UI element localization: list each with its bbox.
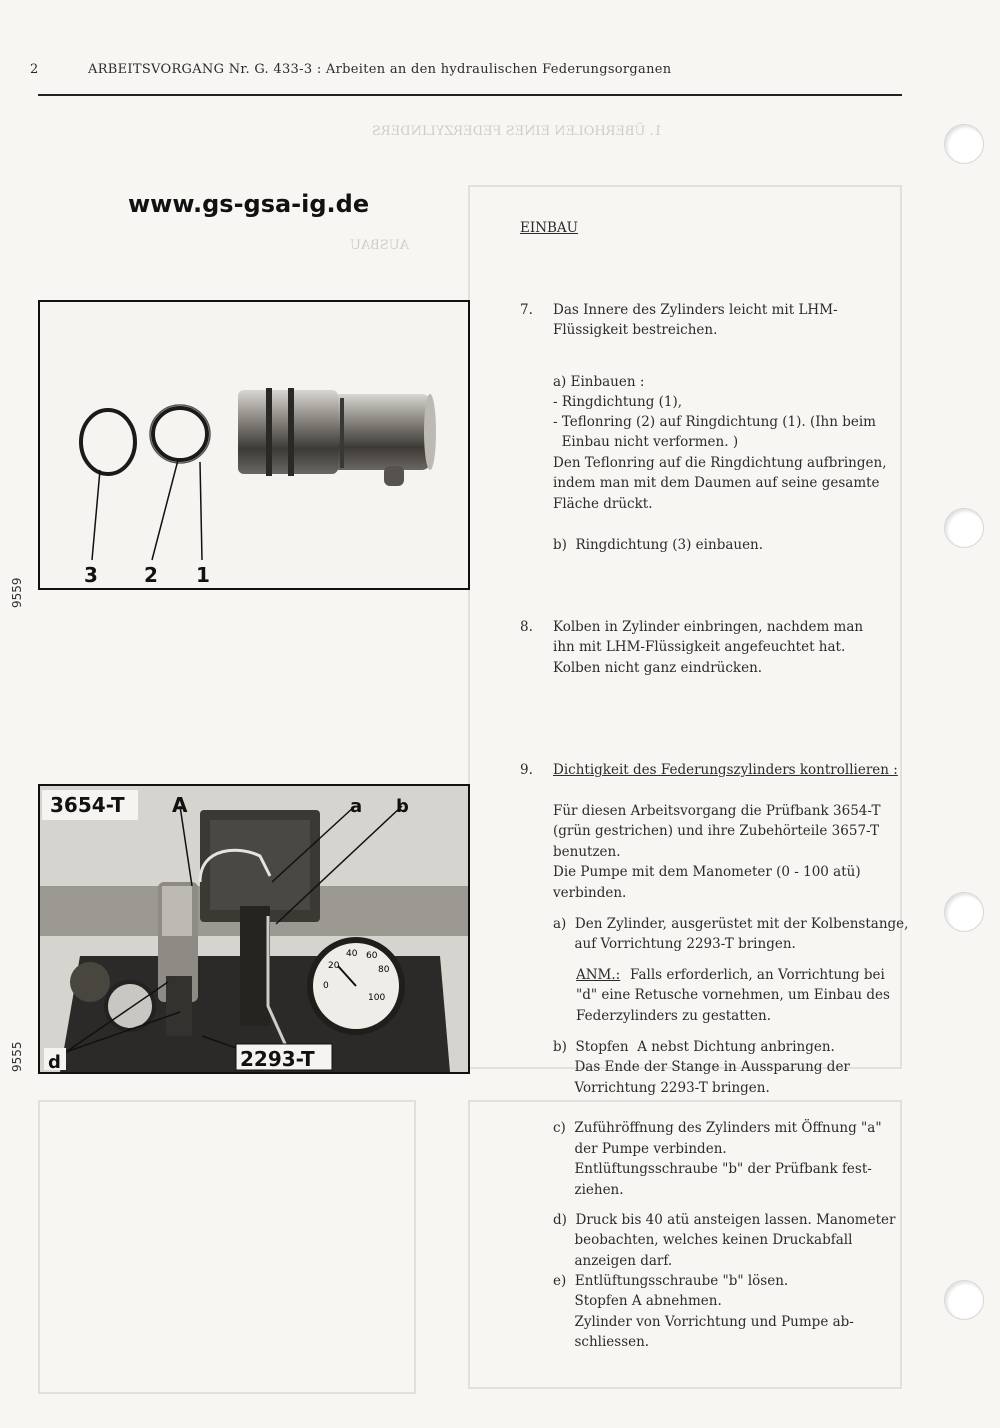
label-3: 3 [84, 563, 98, 587]
seals-illustration [40, 302, 468, 588]
gauge-tick-0: 0 [323, 981, 329, 991]
step-9d-line: beobachten, welches keinen Druckabfall [553, 1232, 853, 1248]
step-7a-line: - Teflonring (2) auf Ringdichtung (1). (Ihn beim [553, 414, 876, 430]
test-bench-illustration [40, 786, 468, 1072]
anm-line: "d" eine Retusche vornehmen, um Einbau des [576, 987, 890, 1003]
step-9-title: Dichtigkeit des Federungszylinders kontrollieren : [553, 762, 898, 778]
step-9e-line: schliessen. [553, 1334, 650, 1350]
step-9e-line: Zylinder von Vorrichtung und Pumpe ab- [553, 1314, 854, 1330]
step-9-intro-line: Die Pumpe mit dem Manometer (0 - 100 atü) [553, 864, 861, 880]
section-title: EINBAU [520, 220, 579, 236]
photo-test-bench [38, 784, 470, 1074]
step-7b-line: b) Ringdichtung (3) einbauen. [553, 537, 764, 553]
anm-line: Federzylinders zu gestatten. [576, 1008, 772, 1024]
step-7a-line: Den Teflonring auf die Ringdichtung aufbringen, [553, 455, 887, 471]
step-9b-line: Das Ende der Stange in Aussparung der [553, 1059, 850, 1075]
step-7a-line: Einbau nicht verformen. ) [553, 434, 739, 450]
step-9-intro-line: benutzen. [553, 844, 621, 860]
gauge-tick-40: 40 [346, 949, 358, 959]
header-rule [38, 94, 902, 96]
bleed-through-ausbau: AUSBAU [350, 238, 410, 253]
bleed-through-heading: 1. ÜBERHOLEN EINES FEDERZYLINDERS [372, 124, 663, 139]
step-9e-line: e) Entlüftungsschraube "b" lösen. [553, 1273, 789, 1289]
punch-hole [944, 1280, 984, 1320]
punch-hole [944, 892, 984, 932]
step-9d-line: d) Druck bis 40 atü ansteigen lassen. Manometer [553, 1212, 896, 1228]
anm-label: ANM.: [576, 967, 621, 983]
step-8-number: 8. [520, 619, 533, 635]
step-9-intro-line: (grün gestrichen) und ihre Zubehörteile 3657-T [553, 823, 880, 839]
step-7a-line: a) Einbauen : [553, 374, 645, 390]
step-9a-line: auf Vorrichtung 2293-T bringen. [553, 936, 796, 952]
label-A: A [172, 793, 188, 817]
page-number: 2 [30, 62, 39, 77]
step-9c-line: Entlüftungsschraube "b" der Prüfbank fest- [553, 1161, 872, 1177]
anm-line: Falls erforderlich, an Vorrichtung bei [630, 967, 885, 983]
label-1: 1 [196, 563, 210, 587]
label-3654-t: 3654-T [50, 793, 125, 817]
figure-code-bottom: 9555 [10, 1041, 24, 1072]
step-9-number: 9. [520, 762, 533, 778]
gauge-tick-60: 60 [366, 951, 378, 961]
step-7a-line: indem man mit dem Daumen auf seine gesamte [553, 475, 880, 491]
step-9a-line: a) Den Zylinder, ausgerüstet mit der Kolbenstange, [553, 916, 909, 932]
punch-hole [944, 124, 984, 164]
label-2: 2 [144, 563, 158, 587]
step-9e-line: Stopfen A abnehmen. [553, 1293, 722, 1309]
step-8-line: Kolben in Zylinder einbringen, nachdem man [553, 619, 864, 635]
step-8-line: ihn mit LHM-Flüssigkeit angefeuchtet hat. [553, 639, 846, 655]
step-9b-line: Vorrichtung 2293-T bringen. [553, 1080, 770, 1096]
label-2293-t: 2293-T [240, 1047, 315, 1071]
label-d: d [48, 1052, 61, 1072]
gauge-tick-100: 100 [368, 993, 386, 1003]
step-9c-line: ziehen. [553, 1182, 624, 1198]
step-7-line: Flüssigkeit bestreichen. [553, 322, 718, 338]
gauge-tick-20: 20 [328, 961, 340, 971]
bleed-through-frame-lower-left [38, 1100, 416, 1394]
step-7a-line: Fläche drückt. [553, 496, 653, 512]
step-9d-line: anzeigen darf. [553, 1253, 673, 1269]
gauge-tick-80: 80 [378, 965, 390, 975]
label-b: b [396, 796, 409, 817]
step-7-number: 7. [520, 302, 533, 318]
step-7a-line: - Ringdichtung (1), [553, 394, 683, 410]
step-7-line: Das Innere des Zylinders leicht mit LHM- [553, 302, 838, 318]
step-9c-line: der Pumpe verbinden. [553, 1141, 727, 1157]
step-8-line: Kolben nicht ganz eindrücken. [553, 660, 763, 676]
punch-hole [944, 508, 984, 548]
step-9c-line: c) Zuführöffnung des Zylinders mit Öffnung "a" [553, 1120, 882, 1136]
page-title: ARBEITSVORGANG Nr. G. 433-3 : Arbeiten an den hydraulischen Federungsorganen [88, 62, 672, 77]
step-9b-line: b) Stopfen A nebst Dichtung anbringen. [553, 1039, 835, 1055]
figure-code-top: 9559 [10, 577, 24, 608]
watermark-url: www.gs-gsa-ig.de [128, 190, 370, 218]
label-a: a [350, 796, 363, 817]
photo-seals-and-cylinder [38, 300, 470, 590]
step-9-intro-line: Für diesen Arbeitsvorgang die Prüfbank 3654-T [553, 803, 881, 819]
step-9-intro-line: verbinden. [553, 885, 627, 901]
